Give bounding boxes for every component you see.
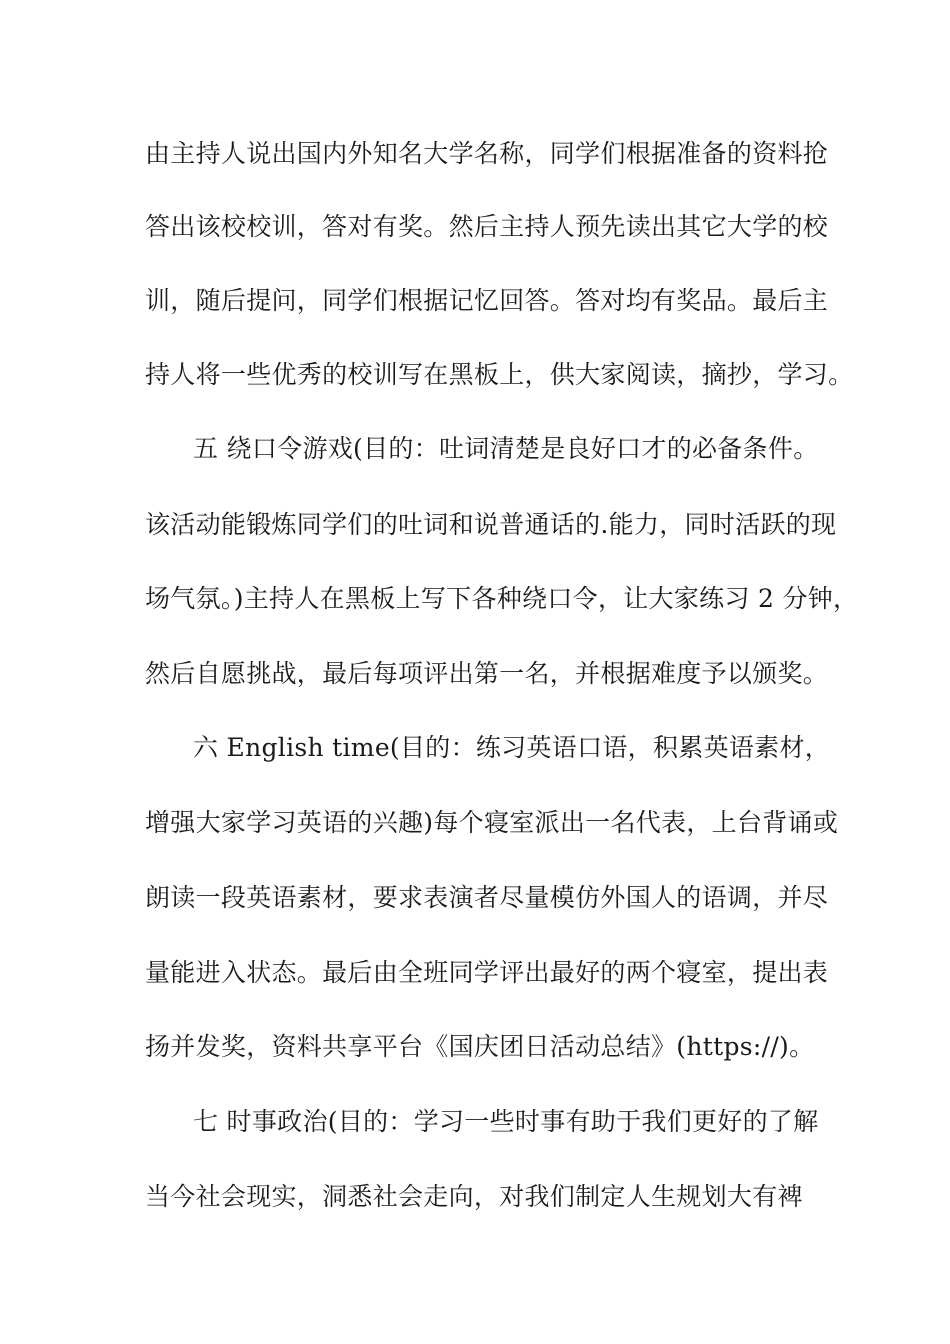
section-heading-line: 六 English time(目的：练习英语口语，积累英语素材， xyxy=(193,733,831,762)
paragraph-line: 训，随后提问，同学们根据记忆回答。答对均有奖品。最后主 xyxy=(145,286,829,315)
paragraph-line: 由主持人说出国内外知名大学名称，同学们根据准备的资料抢 xyxy=(145,139,829,168)
section-heading-line: 五 绕口令游戏(目的：吐词清楚是良好口才的必备条件。 xyxy=(193,434,819,463)
paragraph-line: 然后自愿挑战，最后每项评出第一名，并根据难度予以颁奖。 xyxy=(145,659,829,688)
paragraph-line: 朗读一段英语素材，要求表演者尽量模仿外国人的语调，并尽 xyxy=(145,883,829,912)
section-heading-line: 七 时事政治(目的：学习一些时事有助于我们更好的了解 xyxy=(193,1107,819,1136)
paragraph-line: 量能进入状态。最后由全班同学评出最好的两个寝室，提出表 xyxy=(145,958,829,987)
paragraph-line: 该活动能锻炼同学们的吐词和说普通话的.能力，同时活跃的现 xyxy=(145,510,837,539)
paragraph-line: 持人将一些优秀的校训写在黑板上，供大家阅读，摘抄，学习。 xyxy=(145,360,854,389)
paragraph-line: 当今社会现实，洞悉社会走向，对我们制定人生规划大有裨 xyxy=(145,1182,803,1211)
paragraph-line: 答出该校校训，答对有奖。然后主持人预先读出其它大学的校 xyxy=(145,212,829,241)
paragraph-line: 场气氛。)主持人在黑板上写下各种绕口令，让大家练习 2 分钟， xyxy=(145,584,859,613)
paragraph-line: 增强大家学习英语的兴趣)每个寝室派出一名代表，上台背诵或 xyxy=(145,808,839,837)
paragraph-line: 扬并发奖，资料共享平台《国庆团日活动总结》(https://)。 xyxy=(145,1032,815,1061)
